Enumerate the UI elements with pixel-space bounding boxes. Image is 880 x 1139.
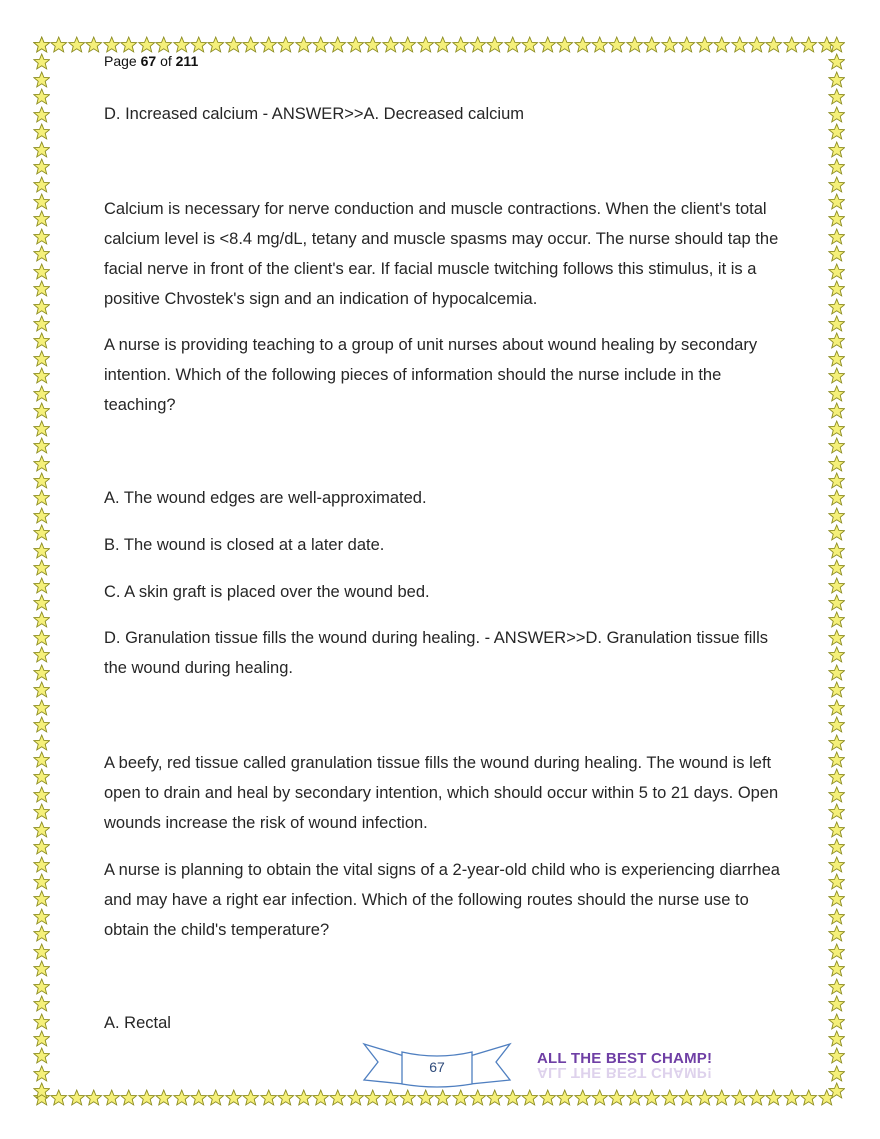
star-icon	[329, 1089, 346, 1106]
star-icon	[828, 263, 845, 280]
star-icon	[800, 1089, 817, 1106]
question-temperature: A nurse is planning to obtain the vital signs of a 2-year-old child who is experiencing diarrhea and may have a right ear infection. Which of the following routes should the nurse use to obtain the child's temperature?	[104, 861, 780, 939]
star-icon	[33, 960, 50, 977]
star-icon	[33, 385, 50, 402]
star-icon	[828, 245, 845, 262]
star-icon	[33, 1047, 50, 1064]
star-icon	[828, 53, 845, 70]
star-icon	[33, 193, 50, 210]
star-icon	[190, 36, 207, 53]
star-icon	[828, 1082, 845, 1099]
star-icon	[120, 1089, 137, 1106]
star-icon	[33, 925, 50, 942]
option-b-wound: B. The wound is closed at a later date.	[104, 536, 385, 554]
star-icon	[33, 71, 50, 88]
star-icon	[173, 36, 190, 53]
star-icon	[33, 524, 50, 541]
star-icon	[277, 36, 294, 53]
star-icon	[828, 123, 845, 140]
star-icon	[33, 995, 50, 1012]
star-icon	[417, 36, 434, 53]
star-icon	[828, 960, 845, 977]
star-icon	[828, 629, 845, 646]
star-icon	[828, 106, 845, 123]
star-icon	[207, 36, 224, 53]
star-icon	[295, 36, 312, 53]
star-icon	[225, 1089, 242, 1106]
star-icon	[828, 838, 845, 855]
star-icon	[713, 36, 730, 53]
star-icon	[33, 350, 50, 367]
star-icon	[33, 263, 50, 280]
star-icon	[828, 402, 845, 419]
star-icon	[33, 176, 50, 193]
star-icon	[138, 36, 155, 53]
star-icon	[556, 36, 573, 53]
star-icon	[33, 53, 50, 70]
star-icon	[828, 420, 845, 437]
star-icon	[800, 36, 817, 53]
star-icon	[33, 507, 50, 524]
star-icon	[643, 1089, 660, 1106]
star-icon	[828, 88, 845, 105]
star-icon	[382, 36, 399, 53]
answer-line-calcium: D. Increased calcium - ANSWER>>A. Decreased calcium	[104, 105, 524, 123]
star-icon	[783, 36, 800, 53]
star-icon	[731, 1089, 748, 1106]
star-icon	[33, 943, 50, 960]
star-icon	[828, 437, 845, 454]
star-icon	[33, 646, 50, 663]
star-icon	[828, 577, 845, 594]
star-icon	[828, 908, 845, 925]
star-icon	[33, 298, 50, 315]
star-icon	[504, 1089, 521, 1106]
star-icon	[521, 36, 538, 53]
star-icon	[828, 646, 845, 663]
star-icon	[828, 611, 845, 628]
star-icon	[828, 699, 845, 716]
star-icon	[765, 1089, 782, 1106]
star-icon	[828, 489, 845, 506]
star-icon	[33, 716, 50, 733]
current-page: 67	[140, 53, 157, 69]
star-icon	[452, 1089, 469, 1106]
star-icon	[452, 36, 469, 53]
star-icon	[828, 821, 845, 838]
star-icon	[312, 36, 329, 53]
star-icon	[828, 367, 845, 384]
star-icon	[33, 332, 50, 349]
star-icon	[828, 1030, 845, 1047]
star-icon	[33, 803, 50, 820]
star-icon	[347, 1089, 364, 1106]
star-icon	[33, 245, 50, 262]
star-icon	[556, 1089, 573, 1106]
star-icon	[33, 681, 50, 698]
star-icon	[33, 1013, 50, 1030]
star-icon	[242, 36, 259, 53]
star-icon	[591, 36, 608, 53]
star-icon	[828, 786, 845, 803]
star-icon	[33, 890, 50, 907]
star-icon	[828, 507, 845, 524]
star-icon	[138, 1089, 155, 1106]
star-icon	[68, 36, 85, 53]
star-icon	[103, 36, 120, 53]
star-icon	[828, 350, 845, 367]
star-icon	[626, 1089, 643, 1106]
star-icon	[678, 1089, 695, 1106]
star-icon	[828, 1065, 845, 1082]
star-icon	[33, 280, 50, 297]
star-icon	[33, 228, 50, 245]
star-icon	[33, 768, 50, 785]
star-icon	[85, 1089, 102, 1106]
star-icon	[731, 36, 748, 53]
star-icon	[828, 734, 845, 751]
star-icon	[486, 36, 503, 53]
star-icon	[828, 158, 845, 175]
star-border-bottom	[33, 1089, 835, 1106]
star-icon	[828, 524, 845, 541]
star-icon	[434, 1089, 451, 1106]
option-d-wound-answer: D. Granulation tissue fills the wound during healing. - ANSWER>>D. Granulation tissue fills the wound during healing.	[104, 629, 768, 677]
star-icon	[828, 751, 845, 768]
star-icon	[828, 385, 845, 402]
star-icon	[33, 856, 50, 873]
star-icon	[765, 36, 782, 53]
star-icon	[190, 1089, 207, 1106]
star-icon	[608, 1089, 625, 1106]
star-icon	[33, 838, 50, 855]
star-icon	[486, 1089, 503, 1106]
star-icon	[608, 36, 625, 53]
star-icon	[574, 1089, 591, 1106]
star-icon	[382, 1089, 399, 1106]
star-icon	[155, 36, 172, 53]
star-icon	[828, 559, 845, 576]
star-icon	[828, 890, 845, 907]
option-a-temperature: A. Rectal	[104, 1014, 171, 1032]
star-icon	[828, 472, 845, 489]
star-icon	[539, 1089, 556, 1106]
star-icon	[173, 1089, 190, 1106]
star-icon	[207, 1089, 224, 1106]
star-icon	[33, 123, 50, 140]
star-icon	[828, 594, 845, 611]
star-icon	[33, 611, 50, 628]
star-icon	[33, 420, 50, 437]
star-icon	[277, 1089, 294, 1106]
star-icon	[591, 1089, 608, 1106]
star-icon	[364, 1089, 381, 1106]
star-icon	[828, 210, 845, 227]
star-icon	[33, 141, 50, 158]
star-icon	[828, 925, 845, 942]
star-icon	[828, 995, 845, 1012]
star-icon	[574, 36, 591, 53]
star-icon	[539, 36, 556, 53]
footer-slogan-reflection: ALL THE BEST CHAMP!	[537, 1064, 713, 1081]
star-icon	[33, 821, 50, 838]
star-icon	[399, 1089, 416, 1106]
star-icon	[85, 36, 102, 53]
star-icon	[748, 1089, 765, 1106]
star-icon	[364, 36, 381, 53]
rationale-wound: A beefy, red tissue called granulation tissue fills the wound during healing. The wound is left open to drain and heal by secondary intention, which should occur within 5 to 21 days. Open wounds increase the risk of wound infection.	[104, 754, 779, 832]
star-icon	[828, 873, 845, 890]
star-icon	[33, 36, 50, 53]
star-icon	[312, 1089, 329, 1106]
star-icon	[33, 1030, 50, 1047]
star-icon	[33, 751, 50, 768]
star-icon	[120, 36, 137, 53]
star-icon	[33, 908, 50, 925]
star-icon	[828, 1013, 845, 1030]
star-icon	[828, 298, 845, 315]
star-icon	[828, 280, 845, 297]
star-icon	[33, 489, 50, 506]
star-icon	[33, 210, 50, 227]
star-icon	[33, 734, 50, 751]
star-icon	[469, 36, 486, 53]
star-icon	[33, 402, 50, 419]
star-icon	[643, 36, 660, 53]
option-a-wound: A. The wound edges are well-approximated.	[104, 489, 427, 507]
star-icon	[504, 36, 521, 53]
page-word: Page	[104, 53, 137, 69]
star-icon	[33, 315, 50, 332]
star-icon	[329, 36, 346, 53]
star-icon	[33, 699, 50, 716]
star-icon	[626, 36, 643, 53]
star-icon	[33, 786, 50, 803]
option-c-wound: C. A skin graft is placed over the wound bed.	[104, 583, 430, 601]
star-icon	[33, 367, 50, 384]
star-icon	[103, 1089, 120, 1106]
star-icon	[33, 437, 50, 454]
star-icon	[33, 594, 50, 611]
star-border-right	[828, 36, 845, 1100]
star-icon	[828, 176, 845, 193]
star-icon	[50, 36, 67, 53]
star-icon	[828, 978, 845, 995]
footer-page-number: 67	[429, 1059, 445, 1075]
question-wound-healing: A nurse is providing teaching to a group of unit nurses about wound healing by secondary intention. Which of the following pieces of information should the nurse include in the teaching?	[104, 336, 758, 414]
star-icon	[260, 36, 277, 53]
star-icon	[828, 36, 845, 53]
star-icon	[33, 106, 50, 123]
star-icon	[828, 681, 845, 698]
star-icon	[828, 716, 845, 733]
star-icon	[828, 768, 845, 785]
of-word: of	[160, 53, 172, 69]
star-icon	[828, 193, 845, 210]
star-icon	[828, 1047, 845, 1064]
star-icon	[33, 978, 50, 995]
star-icon	[678, 36, 695, 53]
star-icon	[347, 36, 364, 53]
star-icon	[242, 1089, 259, 1106]
star-border-left	[33, 36, 50, 1100]
star-icon	[33, 472, 50, 489]
star-icon	[828, 315, 845, 332]
star-icon	[33, 559, 50, 576]
star-icon	[828, 664, 845, 681]
star-icon	[33, 158, 50, 175]
star-icon	[417, 1089, 434, 1106]
star-border-top	[33, 36, 835, 53]
star-icon	[748, 36, 765, 53]
star-icon	[661, 36, 678, 53]
star-icon	[828, 542, 845, 559]
star-icon	[33, 542, 50, 559]
star-icon	[225, 36, 242, 53]
star-icon	[713, 1089, 730, 1106]
star-icon	[828, 71, 845, 88]
footer-slogan: ALL THE BEST CHAMP!	[537, 1050, 713, 1067]
star-icon	[33, 664, 50, 681]
star-icon	[295, 1089, 312, 1106]
rationale-calcium: Calcium is necessary for nerve conduction and muscle contractions. When the client's total calcium level is <8.4 mg/dL, tetany and muscle spasms may occur. The nurse should tap the facial nerve in front of the client's ear. If facial muscle twitching follows this stimulus, it is a positive Chvostek's sign and an indication of hypocalcemia.	[104, 200, 779, 308]
star-icon	[521, 1089, 538, 1106]
star-icon	[155, 1089, 172, 1106]
page-header	[104, 53, 198, 69]
star-icon	[33, 1065, 50, 1082]
star-icon	[33, 88, 50, 105]
star-icon	[469, 1089, 486, 1106]
star-icon	[828, 856, 845, 873]
star-icon	[33, 577, 50, 594]
star-icon	[828, 455, 845, 472]
star-icon	[260, 1089, 277, 1106]
star-icon	[828, 803, 845, 820]
star-icon	[828, 943, 845, 960]
total-pages: 211	[175, 53, 199, 69]
star-icon	[33, 1082, 50, 1099]
star-icon	[696, 1089, 713, 1106]
star-icon	[33, 629, 50, 646]
star-icon	[828, 228, 845, 245]
star-icon	[828, 332, 845, 349]
star-icon	[828, 141, 845, 158]
star-icon	[661, 1089, 678, 1106]
star-icon	[33, 873, 50, 890]
star-icon	[696, 36, 713, 53]
star-icon	[399, 36, 416, 53]
star-icon	[783, 1089, 800, 1106]
star-icon	[33, 455, 50, 472]
star-icon	[68, 1089, 85, 1106]
star-icon	[50, 1089, 67, 1106]
star-icon	[434, 36, 451, 53]
